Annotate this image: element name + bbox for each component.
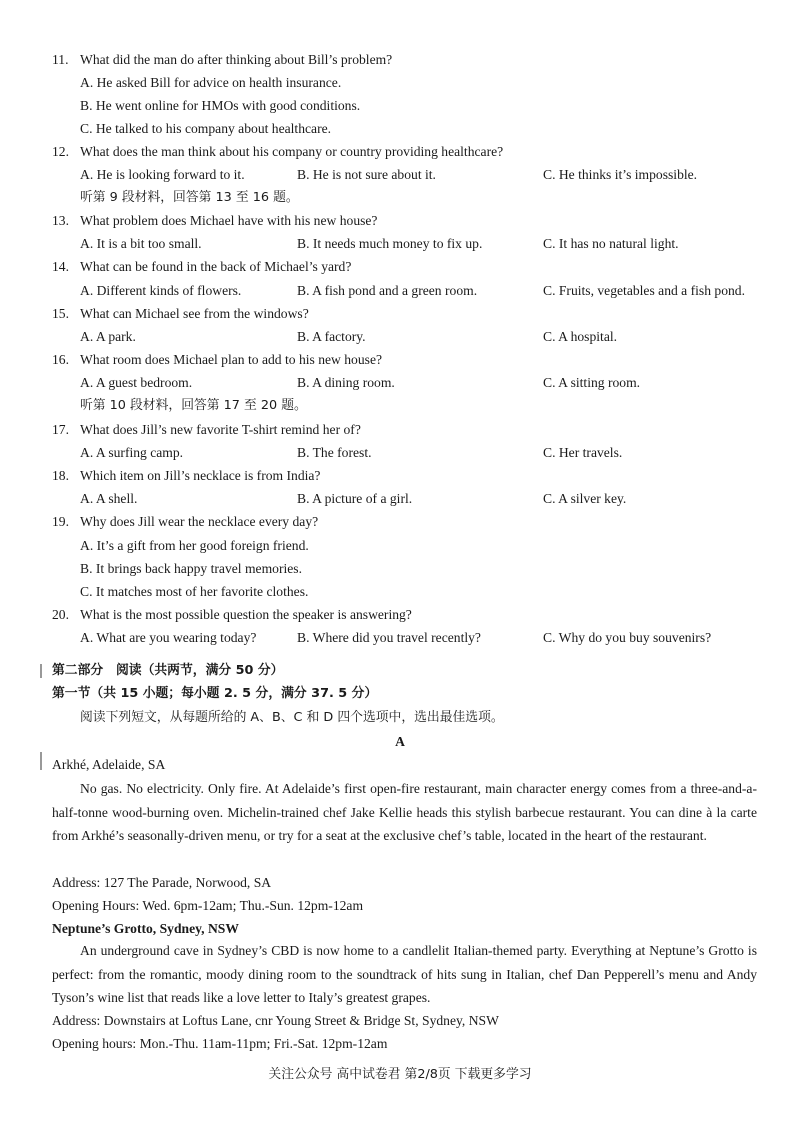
- option-c: C. He thinks it’s impossible.: [543, 167, 698, 182]
- question-number: 18.: [52, 468, 69, 483]
- question-number: 12.: [52, 144, 69, 159]
- question-number: 13.: [52, 213, 69, 228]
- question-stem: Why does Jill wear the necklace every day?: [80, 514, 319, 529]
- option-a: A. A shell.: [80, 491, 138, 506]
- passage-letter: A: [395, 734, 405, 749]
- option-c: C. A hospital.: [543, 329, 618, 344]
- question-number: 16.: [52, 352, 69, 367]
- option-b: B. It brings back happy travel memories.: [80, 561, 302, 576]
- option-b: B. A fish pond and a green room.: [297, 283, 478, 298]
- option-a: A. What are you wearing today?: [80, 630, 257, 645]
- question-stem: Which item on Jill’s necklace is from India?: [80, 468, 321, 483]
- restaurant-description: No gas. No electricity. Only fire. At Adelaide’s first open-fire restaurant, main character energy comes from a three-and-a-half-tonne wood-burning oven. Michelin-trained chef Jake Kellie heads this stylish barbecue restaurant. You can dine à la carte from Arkhé’s seasonally-driven menu, or try for a seat at the exclusive chef’s table, located in the heart of the restaurant.: [52, 781, 757, 843]
- option-b: B. Where did you travel recently?: [297, 630, 481, 645]
- option-c: C. He talked to his company about healthcare.: [80, 121, 332, 136]
- option-b: B. A factory.: [297, 329, 366, 344]
- option-a: A. A guest bedroom.: [80, 375, 193, 390]
- option-b: B. He went online for HMOs with good conditions.: [80, 98, 361, 113]
- option-b: B. A dining room.: [297, 375, 395, 390]
- part-heading: 第二部分 阅读（共两节，满分 50 分）: [52, 663, 284, 678]
- option-a: A. He is looking forward to it.: [80, 167, 245, 182]
- option-c: C. Her travels.: [543, 445, 623, 460]
- restaurant-hours: Opening hours: Mon.-Thu. 11am-11pm; Fri.-Sat. 12pm-12am: [52, 1036, 388, 1051]
- option-c: C. It matches most of her favorite clothes.: [80, 584, 309, 599]
- option-b: B. The forest.: [297, 445, 372, 460]
- question-stem: What can be found in the back of Michael’s yard?: [80, 259, 352, 274]
- option-c: C. A silver key.: [543, 491, 627, 506]
- restaurant-title: Neptune’s Grotto, Sydney, NSW: [52, 921, 239, 936]
- question-number: 19.: [52, 514, 69, 529]
- restaurant-address: Address: 127 The Parade, Norwood, SA: [52, 875, 272, 890]
- margin-mark: [40, 664, 42, 678]
- question-stem: What does the man think about his company or country providing healthcare?: [80, 144, 504, 159]
- option-c: C. Why do you buy souvenirs?: [543, 630, 712, 645]
- restaurant-address: Address: Downstairs at Loftus Lane, cnr Young Street & Bridge St, Sydney, NSW: [52, 1013, 499, 1028]
- restaurant-description: An underground cave in Sydney’s CBD is now home to a candlelit Italian-themed party. Everything at Neptune’s Grotto is perfect: from the romantic, moody dining room to the soundtrack of hits sung in Italian, chef Dan Pepperell’s menu and Andy Tyson’s wine list that reads like a love letter to Italy’s greatest grapes.: [52, 943, 757, 1005]
- option-a: A. It’s a gift from her good foreign friend.: [80, 538, 309, 553]
- option-a: A. He asked Bill for advice on health insurance.: [80, 75, 342, 90]
- question-number: 17.: [52, 422, 69, 437]
- question-number: 20.: [52, 607, 69, 622]
- question-number: 15.: [52, 306, 69, 321]
- question-stem: What did the man do after thinking about Bill’s problem?: [80, 52, 393, 67]
- option-b: B. He is not sure about it.: [297, 167, 436, 182]
- option-a: A. Different kinds of flowers.: [80, 283, 242, 298]
- section-heading: 第一节（共 15 小题；每小题 2. 5 分，满分 37. 5 分）: [52, 686, 378, 701]
- option-a: A. It is a bit too small.: [80, 236, 202, 251]
- question-stem: What is the most possible question the speaker is answering?: [80, 607, 412, 622]
- option-c: C. A sitting room.: [543, 375, 641, 390]
- question-stem: What problem does Michael have with his new house?: [80, 213, 378, 228]
- restaurant-title: Arkhé, Adelaide, SA: [52, 757, 166, 772]
- option-a: A. A park.: [80, 329, 136, 344]
- restaurant-hours: Opening Hours: Wed. 6pm-12am; Thu.-Sun. 12pm-12am: [52, 898, 364, 913]
- listening-instruction: 听第 9 段材料，回答第 13 至 16 题。: [80, 190, 299, 205]
- option-b: B. A picture of a girl.: [297, 491, 413, 506]
- option-a: A. A surfing camp.: [80, 445, 184, 460]
- margin-mark: [40, 752, 42, 770]
- page-footer: 关注公众号 高中试卷君 第2/8页 下载更多学习: [268, 1067, 532, 1082]
- question-number: 11.: [52, 52, 69, 67]
- question-stem: What can Michael see from the windows?: [80, 306, 309, 321]
- option-c: C. Fruits, vegetables and a fish pond.: [543, 283, 745, 298]
- listening-instruction: 听第 10 段材料，回答第 17 至 20 题。: [80, 398, 307, 413]
- option-c: C. It has no natural light.: [543, 236, 679, 251]
- question-stem: What room does Michael plan to add to his new house?: [80, 352, 383, 367]
- question-stem: What does Jill’s new favorite T-shirt remind her of?: [80, 422, 361, 437]
- directions: 阅读下列短文，从每题所给的 A、B、C 和 D 四个选项中，选出最佳选项。: [80, 710, 504, 725]
- option-b: B. It needs much money to fix up.: [297, 236, 483, 251]
- question-number: 14.: [52, 259, 69, 274]
